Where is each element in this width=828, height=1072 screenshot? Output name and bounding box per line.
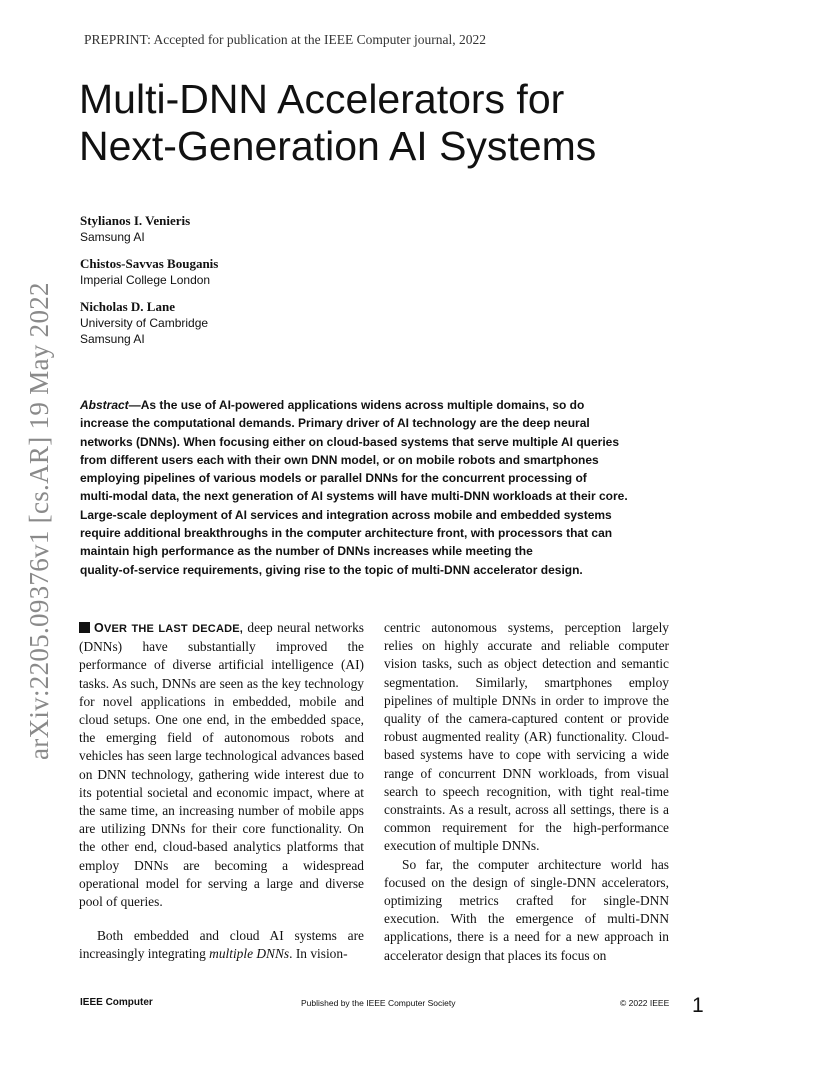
title-line: Multi-DNN Accelerators for — [79, 76, 565, 122]
abstract-line: Large-scale deployment of AI services and integration across mobile and embedded systems — [80, 507, 612, 522]
page-number: 1 — [692, 994, 704, 1017]
lead-in-initial: O — [94, 621, 104, 635]
author-block — [80, 255, 218, 288]
footer-journal: IEEE Computer — [80, 997, 153, 1008]
body-column-right — [384, 619, 669, 965]
preprint-note: PREPRINT: Accepted for publication at the IEEE Computer journal, 2022 — [84, 32, 486, 47]
body-column-left — [79, 619, 364, 964]
author-block — [80, 298, 218, 347]
abstract-line: from different users each with their own DNN model, or on mobile robots and smartphones — [80, 452, 599, 467]
abstract-line: quality-of-service requirements, giving rise to the topic of multi-DNN accelerator design. — [80, 562, 583, 577]
paragraph-text: . In vision- — [289, 946, 348, 962]
author-name: Chistos-Savvas Bouganis — [80, 256, 219, 271]
abstract-line: increase the computational demands. Primary driver of AI technology are the deep neural — [80, 416, 590, 431]
abstract — [80, 396, 672, 579]
lead-in — [94, 621, 243, 635]
section-square-marker — [79, 622, 90, 633]
arxiv-identifier: arXiv:2205.09376v1 [cs.AR] 19 May 2022 — [24, 282, 54, 760]
body-paragraph: So far, the computer architecture world has focused on the design of single-DNN accelerators, optimizing metrics crafted for single-DNN execution. With the emergence of multi-DNN applications, there is a need for a new approach in accelerator design that places its focus on — [384, 856, 669, 963]
author-name: Stylianos I. Venieris — [80, 213, 191, 228]
abstract-line: maintain high performance as the number of DNNs increases while meeting the — [80, 544, 533, 559]
title-line: Next-Generation AI Systems — [79, 123, 597, 169]
emphasis: multiple DNNs — [209, 946, 290, 962]
abstract-line: require additional breakthroughs in the computer architecture front, with processors that can — [80, 526, 613, 541]
page-footer — [80, 997, 672, 1013]
lead-in-rest: VER THE LAST DECADE, — [103, 623, 244, 635]
author-affiliation: Samsung AI — [80, 230, 145, 244]
abstract-line — [80, 396, 672, 414]
body-paragraph: centric autonomous systems, perception largely relies on highly accurate and reliable computer vision tasks, such as object detection and semantic segmentation. Similarly, smartphones employ pipelines of multiple DNNs in order to improve the quality of the camera-captured content or provide robust augmented reality (AR) functionality. Cloud-based systems have to cope with servicing a wide range of concurrent DNN workloads, from visual search to speech recognition, with tight real-time constraints. As a result, across all settings, there is a common requirement for the high-performance execution of multiple DNNs. — [384, 620, 669, 854]
abstract-line: networks (DNNs). When focusing either on cloud-based systems that serve multiple AI queries — [80, 434, 619, 449]
body-paragraph — [79, 927, 364, 963]
author-list — [80, 212, 218, 357]
author-name: Nicholas D. Lane — [80, 299, 175, 314]
author-affiliation: University of Cambridge — [80, 316, 209, 330]
footer-copyright: © 2022 IEEE — [620, 998, 670, 1008]
author-affiliation: Imperial College London — [80, 273, 211, 287]
abstract-line-text: —As the use of AI-powered applications widens across multiple domains, so do — [128, 398, 585, 412]
author-affiliation: Samsung AI — [80, 332, 145, 346]
abstract-line: multi-modal data, the next generation of AI systems will have multi-DNN workloads at their core. — [80, 489, 628, 504]
abstract-label: Abstract — [80, 398, 129, 412]
footer-publisher: Published by the IEEE Computer Society — [301, 998, 456, 1008]
author-block — [80, 212, 218, 245]
abstract-line: employing pipelines of various models or parallel DNNs for the concurrent processing of — [80, 471, 587, 486]
paper-title — [79, 76, 596, 170]
body-paragraph — [79, 619, 364, 911]
paragraph-text: Both embedded and cloud AI systems are increasingly integrating — [79, 928, 364, 962]
paragraph-text: deep neural networks (DNNs) have substantially improved the performance of diverse artificial intelligence (AI) tasks. As such, DNNs are seen as the key technology for novel applications in embedded, mobile and cloud setups. One one end, in the embedded space, the emerging field of autonomous robots and vehicles has seen large technological advances based on DNN technology, gathering wide interest due to its potential societal and economic impact, where at the same time, an increasing number of mobile apps are utilizing DNNs for their core functionality. On the other end, cloud-based analytics platforms that employ DNNs are becoming a widespread operational model for serving a large and diverse pool of queries. — [79, 620, 365, 910]
